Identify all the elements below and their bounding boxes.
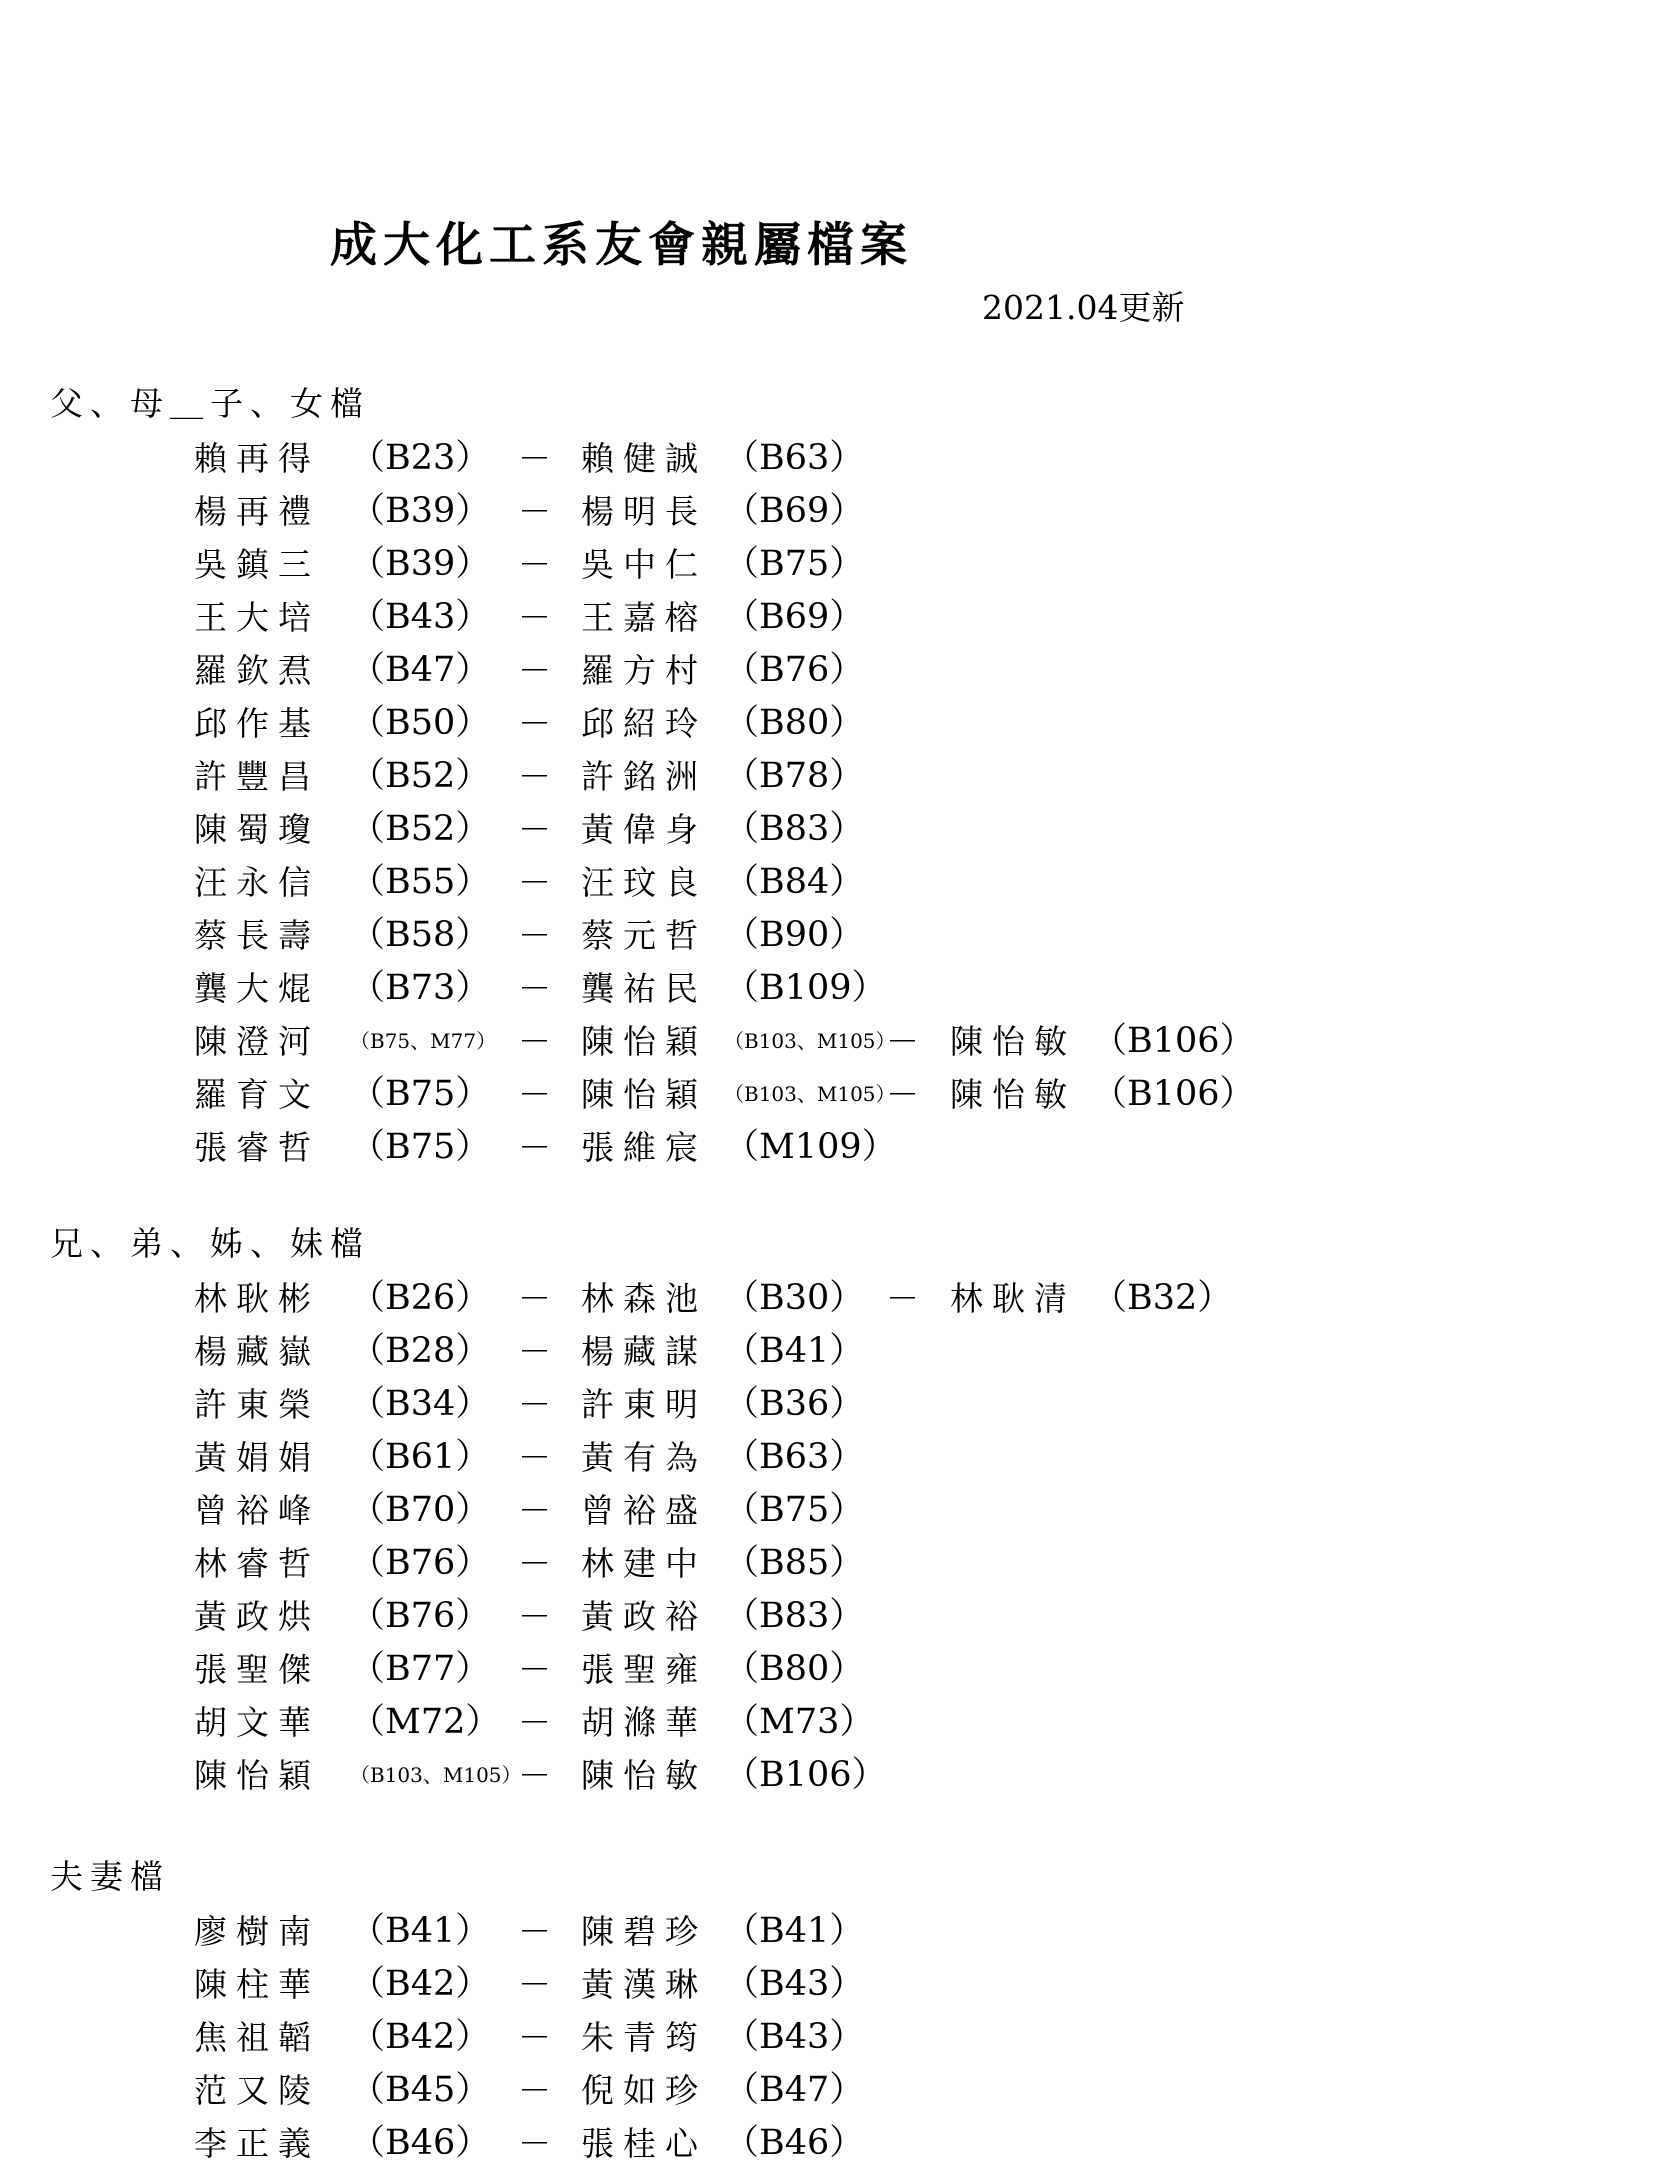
- section-heading: 兄、弟、姊、妹檔: [50, 1224, 370, 1263]
- relation-row: [0, 1537, 1653, 1590]
- person-name: 陳碧珍: [581, 1912, 707, 1951]
- relation-row: [0, 1068, 1653, 1121]
- dash-separator: －: [518, 1703, 551, 1742]
- dash-separator: －: [518, 651, 551, 690]
- person-name: 廖樹南: [194, 1912, 320, 1951]
- dash-separator: －: [518, 1650, 551, 1689]
- dash-separator: －: [518, 1756, 551, 1795]
- update-date: 2021.04更新: [982, 288, 1185, 327]
- person-name: 胡文華: [194, 1703, 320, 1742]
- person-name: 張聖傑: [194, 1650, 320, 1689]
- relation-row: [0, 1696, 1653, 1749]
- person-name: 陳怡敏: [950, 1022, 1076, 1061]
- relation-row: [0, 962, 1653, 1015]
- dash-separator: －: [518, 1597, 551, 1636]
- person-name: 汪永信: [194, 863, 320, 902]
- person-name: 陳怡穎: [581, 1075, 707, 1114]
- relation-row: [0, 1590, 1653, 1643]
- dash-separator: －: [518, 1491, 551, 1530]
- person-name: 陳怡穎: [581, 1022, 707, 1061]
- dash-separator: －: [518, 1912, 551, 1951]
- relation-row: [0, 1015, 1653, 1068]
- relation-row: [0, 1749, 1653, 1802]
- class-code: （B42）: [350, 2017, 491, 2057]
- relation-row: [0, 1958, 1653, 2011]
- relation-row: [0, 485, 1653, 538]
- dash-separator: －: [886, 1279, 919, 1318]
- class-code: （B36）: [724, 1384, 865, 1424]
- person-name: 黃政烘: [194, 1597, 320, 1636]
- person-name: 吳中仁: [581, 545, 707, 584]
- relation-row: [0, 697, 1653, 750]
- relation-row: [0, 2011, 1653, 2064]
- dash-separator: －: [886, 1075, 919, 1114]
- person-name: 楊藏謀: [581, 1332, 707, 1371]
- person-name: 陳怡敏: [581, 1756, 707, 1795]
- dash-separator: －: [518, 863, 551, 902]
- class-code: （B75）: [350, 1074, 491, 1114]
- person-name: 羅欽焄: [194, 651, 320, 690]
- class-code: （B73）: [350, 968, 491, 1008]
- class-code: （B75）: [350, 1127, 491, 1167]
- person-name: 張桂心: [581, 2124, 707, 2163]
- person-name: 李正義: [194, 2124, 320, 2163]
- relation-row: [0, 750, 1653, 803]
- class-code: （M109）: [724, 1127, 897, 1167]
- person-name: 黃娟娟: [194, 1438, 320, 1477]
- class-code: （B103、M105）: [350, 1763, 522, 1787]
- person-name: 汪玟良: [581, 863, 707, 902]
- person-name: 黃偉身: [581, 810, 707, 849]
- dash-separator: －: [518, 1128, 551, 1167]
- dash-separator: －: [518, 757, 551, 796]
- person-name: 邱作基: [194, 704, 320, 743]
- person-name: 許豐昌: [194, 757, 320, 796]
- person-name: 吳鎮三: [194, 545, 320, 584]
- person-name: 曾裕盛: [581, 1491, 707, 1530]
- person-name: 楊藏嶽: [194, 1332, 320, 1371]
- relation-row: [0, 644, 1653, 697]
- class-code: （B69）: [724, 491, 865, 531]
- relation-row: [0, 1905, 1653, 1958]
- section-heading: 夫妻檔: [50, 1857, 170, 1896]
- class-code: （B106）: [1092, 1021, 1255, 1061]
- class-code: （B34）: [350, 1384, 491, 1424]
- person-name: 龔大焜: [194, 969, 320, 1008]
- dash-separator: －: [518, 2124, 551, 2163]
- person-name: 焦祖韜: [194, 2018, 320, 2057]
- class-code: （B41）: [724, 1911, 865, 1951]
- dash-separator: －: [518, 810, 551, 849]
- section-heading: 父、母＿子、女檔: [50, 384, 370, 423]
- class-code: （B58）: [350, 915, 491, 955]
- person-name: 賴再得: [194, 439, 320, 478]
- class-code: （B76）: [724, 650, 865, 690]
- class-code: （B84）: [724, 862, 865, 902]
- dash-separator: －: [886, 1022, 919, 1061]
- person-name: 龔祐民: [581, 969, 707, 1008]
- dash-separator: －: [518, 598, 551, 637]
- relation-row: [0, 856, 1653, 909]
- class-code: （B47）: [724, 2070, 865, 2110]
- class-code: （B39）: [350, 491, 491, 531]
- class-code: （B46）: [724, 2123, 865, 2163]
- class-code: （B28）: [350, 1331, 491, 1371]
- class-code: （B41）: [724, 1331, 865, 1371]
- dash-separator: －: [518, 1022, 551, 1061]
- person-name: 黃漢琳: [581, 1965, 707, 2004]
- class-code: （B75、M77）: [350, 1029, 497, 1053]
- relation-row: [0, 909, 1653, 962]
- class-code: （B50）: [350, 703, 491, 743]
- class-code: （B46）: [350, 2123, 491, 2163]
- person-name: 陳蜀瓊: [194, 810, 320, 849]
- dash-separator: －: [518, 1075, 551, 1114]
- class-code: （B52）: [350, 756, 491, 796]
- class-code: （B47）: [350, 650, 491, 690]
- person-name: 林森池: [581, 1279, 707, 1318]
- person-name: 陳澄河: [194, 1022, 320, 1061]
- person-name: 許東明: [581, 1385, 707, 1424]
- dash-separator: －: [518, 1438, 551, 1477]
- relation-row: [0, 1484, 1653, 1537]
- person-name: 倪如珍: [581, 2071, 707, 2110]
- person-name: 王嘉榕: [581, 598, 707, 637]
- person-name: 陳柱華: [194, 1965, 320, 2004]
- relation-row: [0, 1643, 1653, 1696]
- relation-row: [0, 2117, 1653, 2170]
- class-code: （B43）: [350, 597, 491, 637]
- class-code: （B106）: [724, 1755, 887, 1795]
- class-code: （B78）: [724, 756, 865, 796]
- class-code: （B42）: [350, 1964, 491, 2004]
- relation-row: [0, 1325, 1653, 1378]
- relation-row: [0, 1378, 1653, 1431]
- dash-separator: －: [518, 2071, 551, 2110]
- class-code: （B45）: [350, 2070, 491, 2110]
- class-code: （B75）: [724, 544, 865, 584]
- class-code: （B63）: [724, 1437, 865, 1477]
- class-code: （B77）: [350, 1649, 491, 1689]
- class-code: （B83）: [724, 1596, 865, 1636]
- dash-separator: －: [518, 2018, 551, 2057]
- person-name: 蔡元哲: [581, 916, 707, 955]
- person-name: 陳怡穎: [194, 1756, 320, 1795]
- class-code: （B41）: [350, 1911, 491, 1951]
- person-name: 羅育文: [194, 1075, 320, 1114]
- class-code: （B55）: [350, 862, 491, 902]
- person-name: 范又陵: [194, 2071, 320, 2110]
- class-code: （B70）: [350, 1490, 491, 1530]
- person-name: 張聖雍: [581, 1650, 707, 1689]
- class-code: （B85）: [724, 1543, 865, 1583]
- person-name: 張維宸: [581, 1128, 707, 1167]
- class-code: （B83）: [724, 809, 865, 849]
- person-name: 胡滌華: [581, 1703, 707, 1742]
- dash-separator: －: [518, 916, 551, 955]
- relation-row: [0, 803, 1653, 856]
- relation-row: [0, 432, 1653, 485]
- class-code: （B39）: [350, 544, 491, 584]
- person-name: 張睿哲: [194, 1128, 320, 1167]
- dash-separator: －: [518, 1544, 551, 1583]
- dash-separator: －: [518, 1385, 551, 1424]
- class-code: （B63）: [724, 438, 865, 478]
- dash-separator: －: [518, 704, 551, 743]
- class-code: （B109）: [724, 968, 887, 1008]
- person-name: 楊明長: [581, 492, 707, 531]
- class-code: （B76）: [350, 1543, 491, 1583]
- relation-row: [0, 1121, 1653, 1174]
- person-name: 蔡長壽: [194, 916, 320, 955]
- class-code: （M72）: [350, 1702, 501, 1742]
- class-code: （B90）: [724, 915, 865, 955]
- person-name: 許銘洲: [581, 757, 707, 796]
- document-title: 成大化工系友會親屬檔案: [330, 218, 913, 273]
- person-name: 林耿清: [950, 1279, 1076, 1318]
- class-code: （B69）: [724, 597, 865, 637]
- person-name: 黃有為: [581, 1438, 707, 1477]
- class-code: （B80）: [724, 703, 865, 743]
- person-name: 林建中: [581, 1544, 707, 1583]
- person-name: 賴健誠: [581, 439, 707, 478]
- relation-row: [0, 591, 1653, 644]
- person-name: 許東榮: [194, 1385, 320, 1424]
- person-name: 楊再禮: [194, 492, 320, 531]
- class-code: （B75）: [724, 1490, 865, 1530]
- person-name: 邱紹玲: [581, 704, 707, 743]
- dash-separator: －: [518, 439, 551, 478]
- dash-separator: －: [518, 1279, 551, 1318]
- relation-row: [0, 538, 1653, 591]
- person-name: 羅方村: [581, 651, 707, 690]
- class-code: （B26）: [350, 1278, 491, 1318]
- class-code: （B43）: [724, 2017, 865, 2057]
- relation-row: [0, 2064, 1653, 2117]
- class-code: （B103、M105）: [724, 1082, 896, 1106]
- class-code: （B43）: [724, 1964, 865, 2004]
- person-name: 林睿哲: [194, 1544, 320, 1583]
- dash-separator: －: [518, 1332, 551, 1371]
- class-code: （B106）: [1092, 1074, 1255, 1114]
- relation-row: [0, 1272, 1653, 1325]
- dash-separator: －: [518, 1965, 551, 2004]
- person-name: 王大培: [194, 598, 320, 637]
- person-name: 朱青筠: [581, 2018, 707, 2057]
- dash-separator: －: [518, 545, 551, 584]
- class-code: （B76）: [350, 1596, 491, 1636]
- relation-row: [0, 1431, 1653, 1484]
- person-name: 黃政裕: [581, 1597, 707, 1636]
- class-code: （B23）: [350, 438, 491, 478]
- person-name: 曾裕峰: [194, 1491, 320, 1530]
- class-code: （B52）: [350, 809, 491, 849]
- class-code: （B32）: [1092, 1278, 1233, 1318]
- class-code: （B80）: [724, 1649, 865, 1689]
- person-name: 陳怡敏: [950, 1075, 1076, 1114]
- class-code: （B61）: [350, 1437, 491, 1477]
- class-code: （B103、M105）: [724, 1029, 896, 1053]
- dash-separator: －: [518, 492, 551, 531]
- dash-separator: －: [518, 969, 551, 1008]
- class-code: （M73）: [724, 1702, 875, 1742]
- person-name: 林耿彬: [194, 1279, 320, 1318]
- class-code: （B30）: [724, 1278, 865, 1318]
